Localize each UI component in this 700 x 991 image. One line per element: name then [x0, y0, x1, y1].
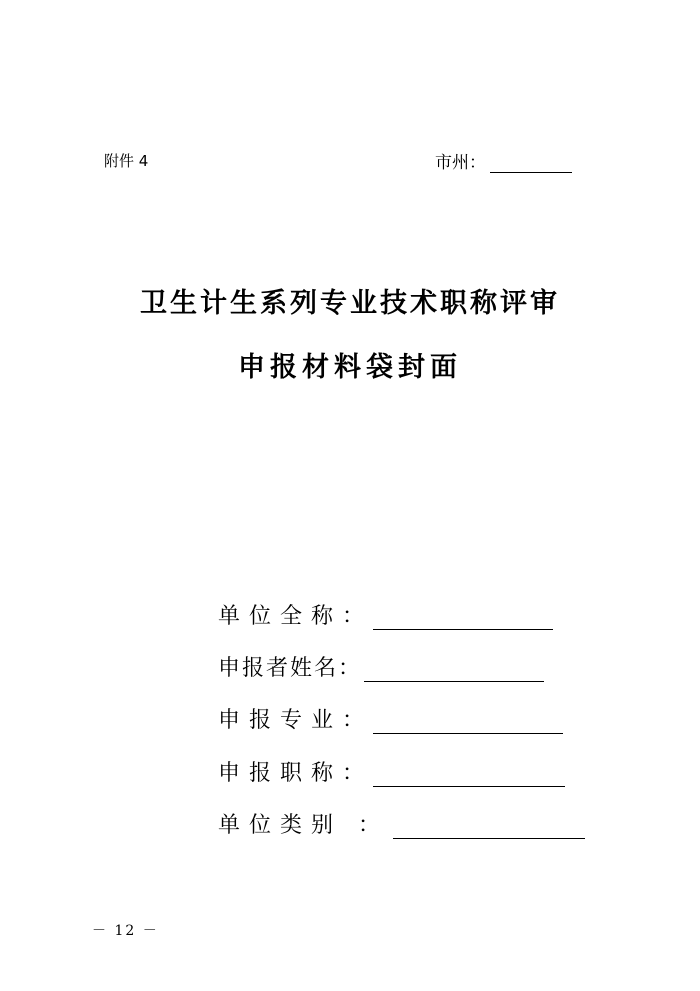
page-number: － 12 －	[92, 923, 159, 939]
applied-title-field	[218, 756, 565, 787]
attachment-label: 附件 4	[104, 152, 149, 170]
applied-specialty-field	[218, 703, 563, 734]
document-title-line2: 申报材料袋封面	[238, 352, 462, 383]
city-field	[435, 148, 572, 173]
applied-specialty-blank[interactable]	[373, 711, 563, 734]
unit-category-field	[218, 808, 585, 839]
document-title-line1: 卫生计生系列专业技术职称评审	[140, 288, 560, 319]
applicant-name-blank[interactable]	[364, 659, 544, 682]
unit-full-name-field	[218, 599, 553, 630]
applied-title-blank[interactable]	[373, 764, 565, 787]
applied-title-label: 申报职称：	[218, 761, 374, 786]
city-label: 市州：	[435, 153, 486, 173]
unit-category-label: 单位类别 ：	[218, 813, 389, 838]
unit-category-blank[interactable]	[393, 816, 585, 839]
applicant-name-label: 申报者姓名：	[218, 656, 363, 681]
unit-full-name-label: 单位全称：	[218, 604, 374, 629]
applied-specialty-label: 申报专业：	[218, 708, 374, 733]
unit-full-name-blank[interactable]	[373, 607, 553, 630]
applicant-name-field	[218, 651, 544, 682]
city-blank-line[interactable]	[490, 154, 572, 173]
